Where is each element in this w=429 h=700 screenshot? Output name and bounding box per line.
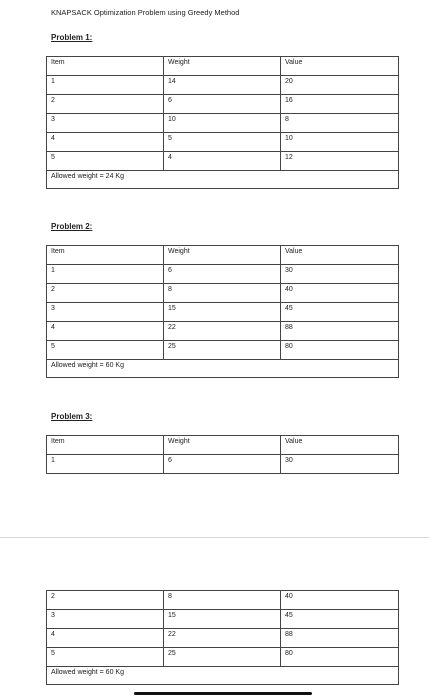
item-cell: 5	[47, 648, 164, 667]
value-cell: 88	[281, 322, 399, 341]
value-cell: 12	[281, 152, 399, 171]
item-cell: 2	[47, 591, 164, 610]
weight-cell: 22	[164, 629, 281, 648]
table-header-row	[47, 436, 399, 455]
problem-2-table	[46, 245, 399, 378]
item-cell: 1	[47, 265, 164, 284]
page-break-divider	[0, 537, 429, 538]
table-header-row	[47, 57, 399, 76]
item-cell: 4	[47, 629, 164, 648]
value-cell: 30	[281, 265, 399, 284]
value-header: Value	[281, 57, 399, 76]
value-cell: 45	[281, 303, 399, 322]
value-cell: 88	[281, 629, 399, 648]
item-header: Item	[47, 57, 164, 76]
weight-cell: 10	[164, 114, 281, 133]
weight-header: Weight	[164, 57, 281, 76]
problem-3-continued-table	[46, 590, 399, 685]
allowed-weight-cell: Allowed weight = 60 Kg	[47, 360, 399, 378]
allowed-weight-row	[47, 171, 399, 189]
table-row	[47, 455, 399, 474]
value-header: Value	[281, 436, 399, 455]
weight-cell: 25	[164, 341, 281, 360]
problem-1-table	[46, 56, 399, 189]
table-row	[47, 591, 399, 610]
weight-cell: 25	[164, 648, 281, 667]
item-cell: 4	[47, 133, 164, 152]
problem-3-heading: Problem 3:	[51, 412, 93, 421]
item-cell: 3	[47, 610, 164, 629]
item-cell: 1	[47, 76, 164, 95]
weight-cell: 6	[164, 265, 281, 284]
item-cell: 3	[47, 303, 164, 322]
item-header: Item	[47, 436, 164, 455]
allowed-weight-cell: Allowed weight = 24 Kg	[47, 171, 399, 189]
table-row	[47, 303, 399, 322]
table-row	[47, 114, 399, 133]
table-row	[47, 341, 399, 360]
value-cell: 8	[281, 114, 399, 133]
problem-1-heading: Problem 1:	[51, 33, 93, 42]
table-row	[47, 322, 399, 341]
table-header-row	[47, 246, 399, 265]
item-cell: 1	[47, 455, 164, 474]
value-cell: 80	[281, 648, 399, 667]
value-cell: 10	[281, 133, 399, 152]
weight-cell: 4	[164, 152, 281, 171]
problem-3-table	[46, 435, 399, 474]
table-row	[47, 133, 399, 152]
value-cell: 40	[281, 591, 399, 610]
item-cell: 5	[47, 152, 164, 171]
weight-cell: 6	[164, 455, 281, 474]
weight-cell: 8	[164, 284, 281, 303]
problem-2-heading: Problem 2:	[51, 222, 93, 231]
table-row	[47, 284, 399, 303]
item-cell: 5	[47, 341, 164, 360]
item-cell: 2	[47, 284, 164, 303]
table-row	[47, 648, 399, 667]
weight-cell: 6	[164, 95, 281, 114]
weight-header: Weight	[164, 436, 281, 455]
weight-cell: 22	[164, 322, 281, 341]
value-cell: 45	[281, 610, 399, 629]
weight-cell: 15	[164, 610, 281, 629]
weight-cell: 8	[164, 591, 281, 610]
value-cell: 30	[281, 455, 399, 474]
weight-cell: 15	[164, 303, 281, 322]
item-cell: 3	[47, 114, 164, 133]
table-row	[47, 76, 399, 95]
table-row	[47, 610, 399, 629]
allowed-weight-cell: Allowed weight = 60 Kg	[47, 667, 399, 685]
document-title: KNAPSACK Optimization Problem using Greedy Method	[51, 8, 240, 17]
allowed-weight-row	[47, 360, 399, 378]
weight-cell: 5	[164, 133, 281, 152]
value-cell: 16	[281, 95, 399, 114]
value-cell: 40	[281, 284, 399, 303]
value-cell: 20	[281, 76, 399, 95]
table-row	[47, 629, 399, 648]
value-cell: 80	[281, 341, 399, 360]
weight-header: Weight	[164, 246, 281, 265]
allowed-weight-row	[47, 667, 399, 685]
item-header: Item	[47, 246, 164, 265]
table-row	[47, 265, 399, 284]
weight-cell: 14	[164, 76, 281, 95]
table-row	[47, 152, 399, 171]
item-cell: 4	[47, 322, 164, 341]
item-cell: 2	[47, 95, 164, 114]
value-header: Value	[281, 246, 399, 265]
home-indicator[interactable]	[134, 692, 312, 695]
table-row	[47, 95, 399, 114]
